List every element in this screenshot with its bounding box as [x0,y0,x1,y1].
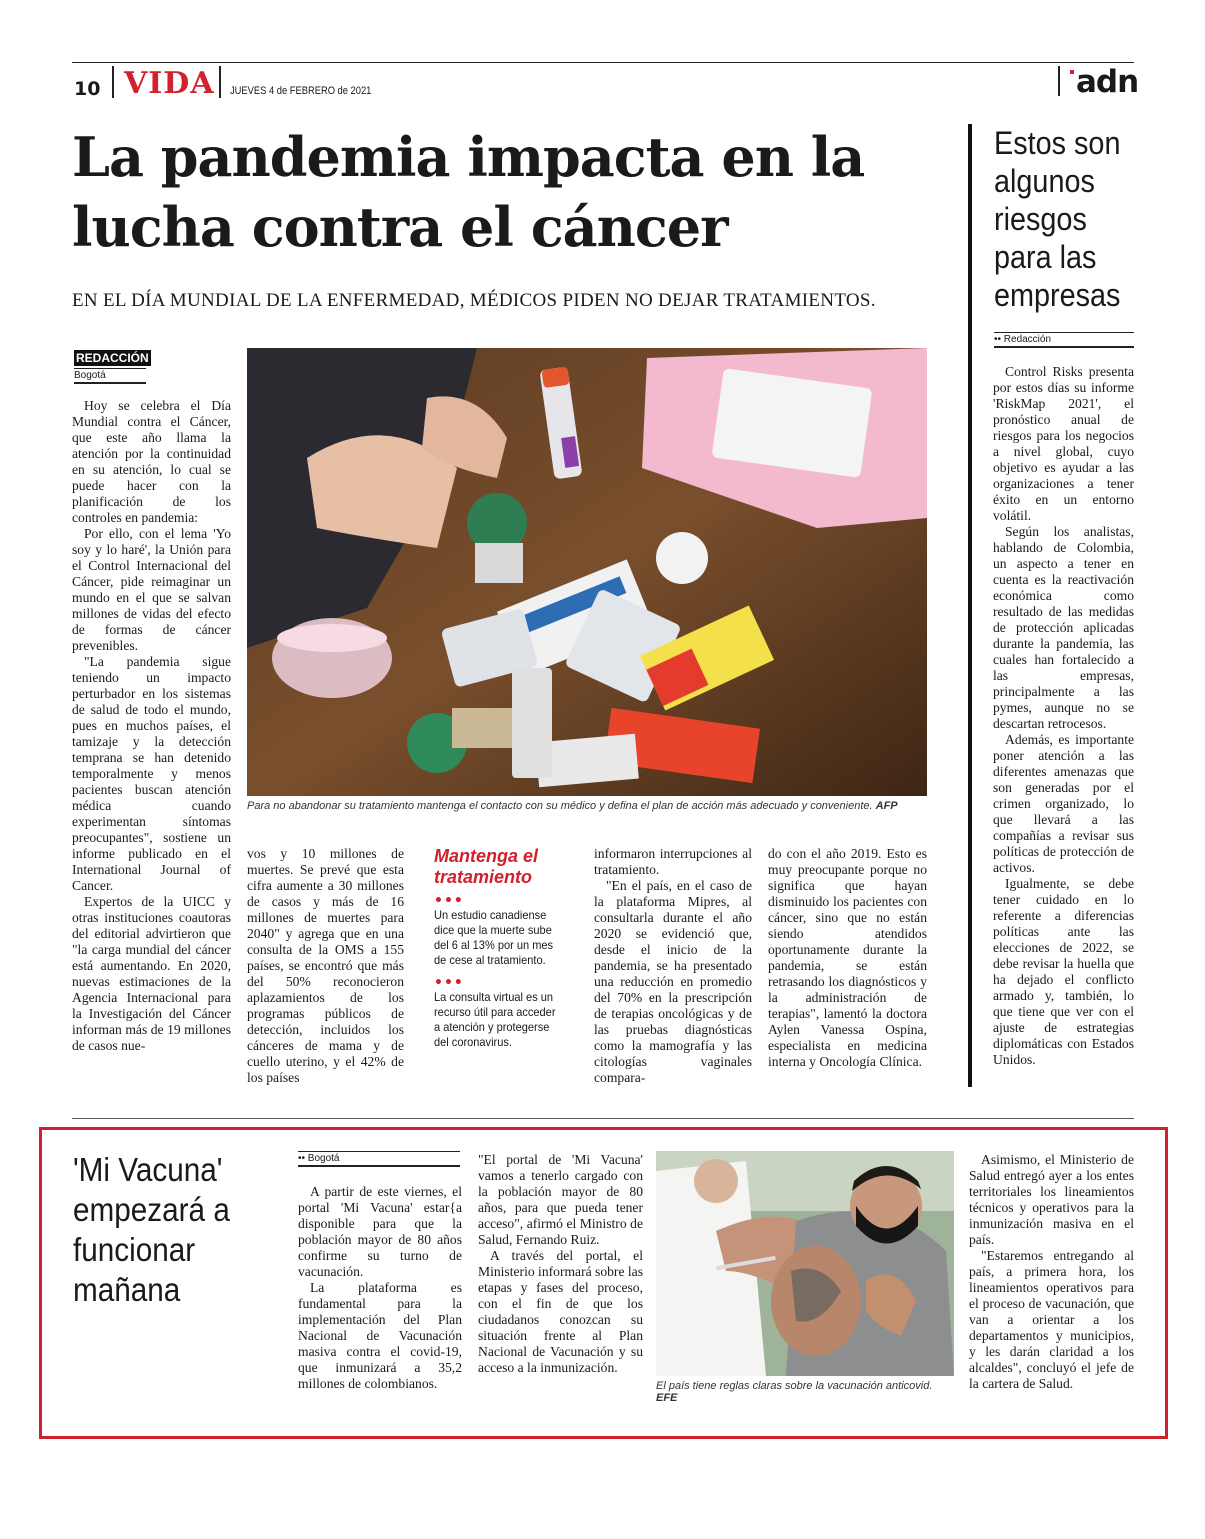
sidebar-body [993,364,1134,1068]
caption-text: Para no abandonar su tratamiento mantenga el contacto con su médico y defina el plan de acción más adecuado y conveniente. [247,800,873,812]
photo-caption [247,800,927,812]
byline-city: Bogotá [74,368,146,384]
paragraph: Igualmente, se debe tener cuidado en lo referente a diferencias políticas ante las elecciones de 2022, se debe revisar la huella que ha dejado el conflicto armado y, también, lo que tiene que ver con el ajuste de estrategias diplomáticas con Estados Unidos. [993,876,1134,1067]
section-divider [72,1118,1134,1119]
article-headline: La pandemia impacta en la lucha contra el cáncer [72,125,865,259]
header-rule [72,62,1134,63]
logo-text: adn [1076,64,1139,100]
paragraph: informaron interrupciones al tratamiento. [594,846,752,877]
sidebar-byline: •• Redacción [994,332,1134,348]
article-subhead: EN EL DÍA MUNDIAL DE LA ENFERMEDAD, MÉDICOS PIDEN NO DEJAR TRATAMIENTOS. [72,290,876,311]
article-column-3 [594,846,752,1086]
article-column-1 [72,398,231,1054]
sidebar-rule [968,124,972,1087]
paragraph: vos y 10 millones de muertes. Se prevé que esta cifra aumente a 30 millones de casos y más de 16 millones de muertes para 2040" y agrega que en una consulta de la OMS a 155 países, se encontró que más del 50% reconocieron aplazamientos de los programas públicos de detección, incluidos los cánceres de mama y de cuello uterino, y el 42% de los países [247,846,404,1085]
page-number: 10 [74,78,101,100]
sidebox-item: Un estudio canadiense dice que la muerte sube del 6 al 13% por un mes de cese al tratamiento. [434,908,554,967]
vaccination-caption [656,1380,956,1404]
logo-dot-icon [1070,70,1074,74]
vaccination-photo [656,1151,954,1376]
paragraph: Control Risks presenta por estos días su informe 'RiskMap 2021', el pronóstico anual de riesgos para los negocios a nivel global, cuyo objetivo es ayudar a las organizaciones a tener éxito en un entorno volátil. [993,364,1134,523]
paragraph: Por ello, con el lema 'Yo soy y lo haré', la Unión para el Control Internacional del Cáncer, pide reimaginar un mundo en el que se salvan millones de vidas del efecto de formas de cáncer prevenibles. [72,526,231,653]
dots-icon: ••• [434,893,464,909]
byline-author: REDACCIÓN [76,351,149,365]
paragraph: Asimismo, el Ministerio de Salud entregó ayer a los entes territoriales los lineamientos técnicos y operativos para la inmunización masiva en el país. [969,1152,1134,1247]
paragraph: "En el país, en el caso de la plataforma Mipres, al consultarla durante el año 2020 se evidenció que, desde el inicio de la pandemia, se ha presentado una reducción en promedio del 70% en la prescripción de terapias oncológicas y de las pruebas diagnósticas como la mamografía y las citologías vaginales compara- [594,878,752,1085]
paragraph: Según los analistas, hablando de Colombia, un aspecto a tener en cuenta es la reactivación económica como resultado de las medidas de protección aplicadas durante la pandemia, las cuales han fortalecido a las empresas, principalmente a las pymes, aunque no se descartan retrocesos. [993,524,1134,731]
caption-text: El país tiene reglas claras sobre la vacunación anticovid. [656,1380,933,1392]
sidebox-content [434,893,576,1050]
paragraph: do con el año 2019. Esto es muy preocupante porque no significa que hayan disminuido los pacientes con cáncer, sino que no están siendo atendidos oportunamente durante la pandemia, se están retrasando los diagnósticos y la administración de terapias", lamentó la doctora Aylen Vanessa Ospina, especialista en medicina interna y Oncología Clínica. [768,846,927,1069]
vacuna-title: 'Mi Vacuna' empezará a funcionar mañana [73,1151,230,1308]
sidebar-title: Estos son algunos riesgos para las empresas [994,125,1121,313]
paragraph: "La pandemia sigue teniendo un impacto perturbador en los sistemas de salud de todo el mundo, pues en muchos países, el tamizaje y la detección temprana se han detenido temporalmente y menos pacientes buscan atención médica cuando experimentan síntomas preocupantes", sostiene un informe publicado en el International Journal of Cancer. [72,654,231,893]
paragraph: "Estaremos entregando al país, a primera hora, los lineamientos operativos para el proceso de vacunación, que van a orientar a los departamentos y municipios, y les darán claridad a los alcaldes", concluyó el jefe de la cartera de Salud. [969,1248,1134,1391]
vacuna-column-1 [298,1184,462,1392]
paragraph: A partir de este viernes, el portal 'Mi Vacuna' estar{a disponible para que la población mayor de 80 años confirme su turno de vacunación. [298,1184,462,1279]
header-divider [219,66,221,98]
header-divider [1058,66,1060,96]
vaccination-illustration [656,1151,954,1376]
article-column-2 [247,846,404,1086]
section-title: VIDA [124,66,215,101]
paragraph: Además, es importante poner atención a las diferentes amenazas que son generadas por el crimen organizado, lo que llevará a las compañías a revisar sus políticas de protección de activos. [993,732,1134,875]
vacuna-column-3 [969,1152,1134,1392]
sidebox-title: Mantenga el tratamiento [434,846,539,887]
paragraph: "El portal de 'Mi Vacuna' vamos a tenerlo cargado con la población mayor de 80 años, para que pueda tener acceso", afirmó el Ministro de Salud, Fernando Ruiz. [478,1152,643,1247]
dots-icon: ••• [434,975,464,991]
header-divider [112,66,114,98]
paragraph: A través del portal, el Ministerio informará sobre las etapas y fases del proceso, con el fin de que los ciudadanos conozcan su situación frente al Plan Nacional de Vacunación y su acceso a la inmunización. [478,1248,643,1375]
article-column-4 [768,846,927,1070]
paragraph: Expertos de la UICC y otras instituciones coautoras del editorial advirtieron que "la carga mundial del cáncer está aumentando. En 2020, nuevas estimaciones de la Agencia Internacional para la Investigación del Cáncer informan más de 19 millones de casos nue- [72,894,231,1053]
issue-date: JUEVES 4 de FEBRERO de 2021 [230,85,372,97]
article-photo [247,348,927,796]
vacuna-byline: •• Bogotá [298,1151,460,1167]
medicine-table-illustration [247,348,927,796]
publication-logo [1070,64,1138,100]
paragraph: La plataforma es fundamental para la implementación del Plan Nacional de Vacunación masiva contra el covid-19, que inmunizará a 35,2 millones de colombianos. [298,1280,462,1391]
photo-credit: AFP [875,800,898,812]
vacuna-column-2 [478,1152,643,1376]
article-byline [74,347,149,384]
photo-credit: EFE [656,1392,678,1404]
paragraph: Hoy se celebra el Día Mundial contra el Cáncer, que este año llama la atención por la continuidad en su atención, lo cual se puede hacer con la planificación de los controles en pandemia: [72,398,231,525]
sidebox-item: La consulta virtual es un recurso útil para acceder a atención y protegerse del coronavirus. [434,990,556,1049]
